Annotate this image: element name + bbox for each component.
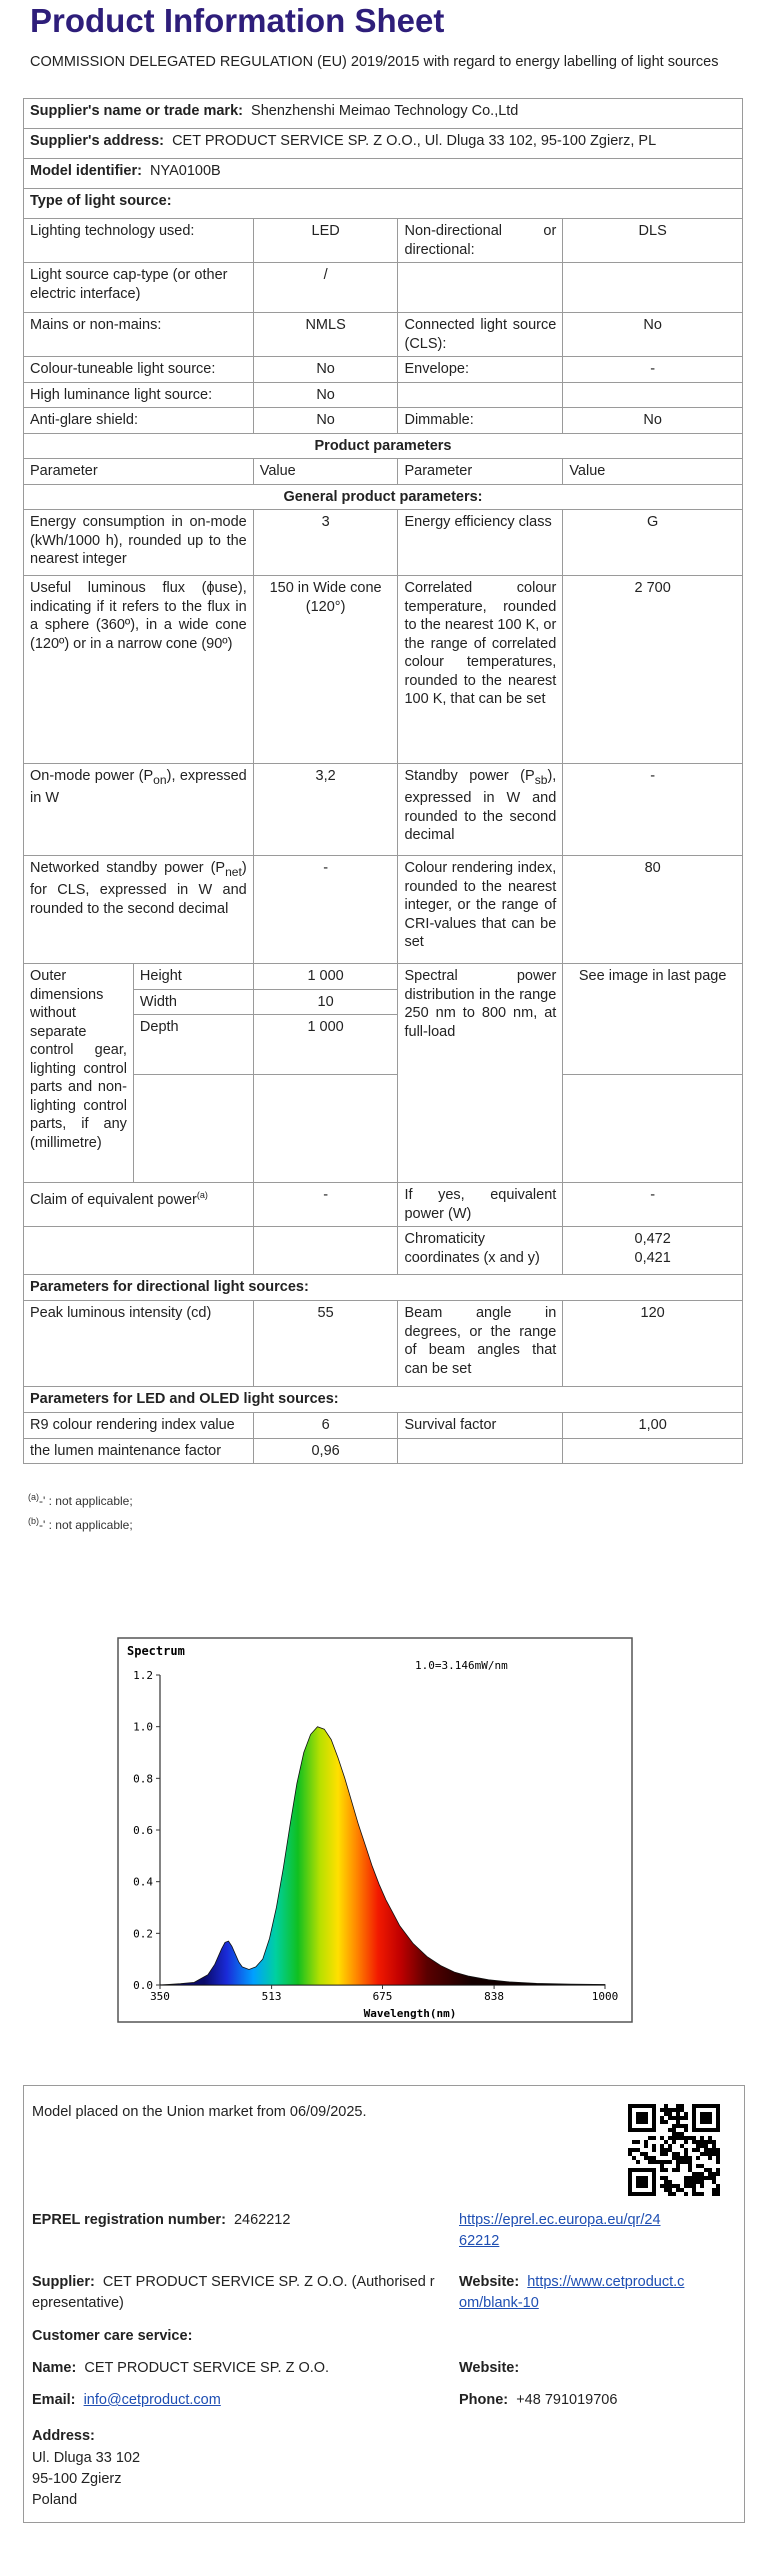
y-tick-label: 0.0 (133, 1979, 153, 1992)
y-tick-label: 0.8 (133, 1772, 153, 1786)
x-tick-label: 1000 (591, 1990, 619, 2003)
lighting-tech-row (24, 219, 743, 263)
height-label: Height (133, 964, 253, 990)
colour-tune-value: No (253, 357, 398, 383)
cap-type-label: Light source cap-type (or other electric interface) (24, 263, 254, 313)
address-line-2: 95-100 Zgierz (32, 2471, 122, 2487)
param-header-1: Parameter (24, 459, 254, 485)
equiv-power-value: - (563, 1183, 743, 1227)
cls-value: No (563, 313, 743, 357)
standby-label: Standby power $(P_{sb})$, expressed in W and rounded to the second decimal (398, 764, 563, 856)
high-lum-value: No (253, 382, 398, 408)
spectrum-chart (115, 1635, 635, 2025)
x-tick-label: 838 (484, 1990, 505, 2003)
equiv-row (24, 1183, 743, 1227)
spectral-value: See image in last page (563, 964, 743, 1075)
flux-row (24, 576, 743, 764)
efficiency-class-label: Energy efficiency class (398, 510, 563, 576)
mains-value: NMLS (253, 313, 398, 357)
cls-label: Connected light source (CLS): (398, 313, 563, 357)
survival-label: Survival factor (398, 1413, 563, 1439)
cri-value: 80 (563, 856, 743, 964)
peak-intensity-value: 55 (253, 1301, 398, 1387)
peak-intensity-row (24, 1301, 743, 1387)
colour-tune-row (24, 357, 743, 383)
anti-glare-label: Anti-glare shield: (24, 408, 254, 434)
care-website-label: Website: (459, 2360, 520, 2376)
lighting-tech-label: Lighting technology used: (24, 219, 254, 263)
care-heading: Customer care service: (32, 2328, 193, 2344)
lumen-maint-value: 0,96 (253, 1438, 398, 1464)
envelope-value: - (563, 357, 743, 383)
high-lum-label: High luminance light source: (24, 382, 254, 408)
standby-value: - (563, 764, 743, 856)
survival-value: 1,00 (563, 1413, 743, 1439)
cri-label: Colour rendering index, rounded to the nearest integer, or the range of CRI-values that can be set (398, 856, 563, 964)
lumen-maint-label: the lumen maintenance factor (24, 1438, 254, 1464)
r9-label: R9 colour rendering index value (24, 1413, 254, 1439)
eprel-link[interactable]: https://eprel.ec.europa.eu/qr/24 62212 (459, 2212, 661, 2249)
mains-label: Mains or non-mains: (24, 313, 254, 357)
address-line-3: Poland (32, 2492, 78, 2508)
y-tick-label: 0.4 (133, 1875, 153, 1889)
cap-type-row (24, 263, 743, 313)
chromaticity-value: 0,472 0,421 (563, 1227, 743, 1275)
product-info-table (23, 98, 743, 1464)
type-heading: Type of light source: (24, 189, 743, 219)
x-tick-label: 350 (150, 1990, 170, 2003)
eprel-value: 2462212 (233, 2212, 291, 2228)
anti-glare-row (24, 408, 743, 434)
equiv-label: Claim of equivalent power$^{(a)}$ (24, 1183, 254, 1227)
eprel-line: EPREL registration number: 2462212 (32, 2212, 291, 2228)
r9-value: 6 (253, 1413, 398, 1439)
supplier-address-label: Supplier's address: (30, 133, 164, 149)
supplier-address-value: CET PRODUCT SERVICE SP. Z O.O., Ul. Dluga 33 102, 95-100 Zgierz, PL (172, 133, 657, 149)
flux-label: Useful luminous flux (ɸuse), indicating if it refers to the flux in a sphere (360º), in a wide cone (120º) or in a narrow cone (90º) (24, 576, 254, 764)
anti-glare-value: No (253, 408, 398, 434)
address-label: Address: (32, 2428, 95, 2444)
led-heading: Parameters for LED and OLED light sources: (24, 1387, 743, 1413)
mains-row (24, 313, 743, 357)
energy-value: 3 (253, 510, 398, 576)
general-heading: General product parameters: (24, 484, 743, 510)
regulation-subtitle: COMMISSION DELEGATED REGULATION (EU) 2019/2015 with regard to energy labelling of light sources (30, 54, 719, 70)
care-email: Email: info@cetproduct.com (32, 2392, 221, 2408)
y-tick-label: 1.2 (133, 1669, 153, 1682)
param-header-2: Value (253, 459, 398, 485)
high-lum-row (24, 382, 743, 408)
market-date: Model placed on the Union market from 06/09/2025. (32, 2104, 367, 2120)
equiv-value: - (253, 1183, 398, 1227)
beam-angle-value: 120 (563, 1301, 743, 1387)
page-title: Product Information Sheet (30, 2, 445, 39)
depth-value: 1 000 (253, 1015, 398, 1075)
y-tick-label: 0.6 (133, 1824, 153, 1837)
height-value: 1 000 (253, 964, 398, 990)
x-axis-label: Wavelength(nm) (363, 2007, 457, 2020)
chart-annotation: 1.0=3.146mW/nm (415, 1659, 508, 1672)
cap-type-value: / (253, 263, 398, 313)
peak-intensity-label: Peak luminous intensity (cd) (24, 1301, 254, 1387)
on-power-row (24, 764, 743, 856)
qr-code-icon (628, 2104, 720, 2196)
energy-label: Energy consumption in on-mode (kWh/1000 h), rounded up to the nearest integer (24, 510, 254, 576)
net-standby-label: Networked standby power $(P_{net})$ for CLS, expressed in W and rounded to the second decimal (24, 856, 254, 964)
cct-label: Correlated colour temperature, rounded to the nearest 100 K, or the range of correlated colour temperatures, rounded to the nearest 100 K, that can be set (398, 576, 563, 764)
chromaticity-label: Chromaticity coordinates (x and y) (398, 1227, 563, 1275)
beam-angle-label: Beam angle in degrees, or the range of beam angles that can be set (398, 1301, 563, 1387)
equiv-power-label: If yes, equivalent power (W) (398, 1183, 563, 1227)
on-power-label: On-mode power $(P_{on})$, expressed in W (24, 764, 254, 856)
dimensions-label: Outer dimensions without separate control gear, lighting control parts and non-lighting control parts, if any (millimetre) (24, 964, 134, 1183)
supplier-info: Supplier: CET PRODUCT SERVICE SP. Z O.O. (Authorised r epresentative) (32, 2274, 435, 2311)
width-value: 10 (253, 989, 398, 1015)
net-standby-value: - (253, 856, 398, 964)
envelope-label: Envelope: (398, 357, 563, 383)
cct-value: 2 700 (563, 576, 743, 764)
x-tick-label: 675 (372, 1990, 393, 2003)
lumen-maint-row (24, 1438, 743, 1464)
model-label: Model identifier: (30, 163, 142, 179)
note-a: $^{(a)}$-' : not applicable; (28, 1492, 133, 1508)
spectrum-svg (115, 1635, 635, 2025)
supplier-address-row (24, 129, 743, 159)
address-line-1: Ul. Dluga 33 102 (32, 2450, 141, 2466)
lighting-tech-value: LED (253, 219, 398, 263)
note-b: $^{(b)}$-' : not applicable; (28, 1516, 133, 1532)
width-label: Width (133, 989, 253, 1015)
colour-tune-label: Colour-tuneable light source: (24, 357, 254, 383)
directional-value: DLS (563, 219, 743, 263)
supplier-value: Shenzhenshi Meimao Technology Co.,Ltd (251, 103, 519, 119)
y-tick-label: 0.2 (133, 1927, 153, 1941)
y-tick-label: 1.0 (133, 1720, 153, 1734)
model-value: NYA0100B (150, 163, 221, 179)
supplier-label: Supplier's name or trade mark: (30, 103, 243, 119)
dimensions-row (24, 964, 743, 990)
depth-label: Depth (133, 1015, 253, 1075)
website-link[interactable]: https://www.cetproduct.c (527, 2274, 685, 2290)
directional-heading: Parameters for directional light sources: (24, 1275, 743, 1301)
param-header-row (24, 459, 743, 485)
product-params-heading: Product parameters (24, 433, 743, 459)
dimmable-value: No (563, 408, 743, 434)
website-info: Website: https://www.cetproduct.c om/blank-10 (459, 2274, 685, 2311)
param-header-3: Parameter (398, 459, 563, 485)
x-tick-label: 513 (261, 1990, 282, 2003)
supplier-row (24, 99, 743, 129)
info-panel (23, 2085, 745, 2523)
energy-row (24, 510, 743, 576)
flux-value: 150 in Wide cone (120°) (253, 576, 398, 764)
care-name: Name: CET PRODUCT SERVICE SP. Z O.O. (32, 2360, 330, 2376)
email-link[interactable]: info@cetproduct.com (83, 2392, 221, 2408)
chromaticity-row (24, 1227, 743, 1275)
care-phone: Phone: +48 791019706 (459, 2392, 618, 2408)
model-row (24, 159, 743, 189)
spectral-label: Spectral power distribution in the range 250 nm to 800 nm, at full-load (398, 964, 563, 1183)
r9-row (24, 1413, 743, 1439)
on-power-value: 3,2 (253, 764, 398, 856)
dimmable-label: Dimmable: (398, 408, 563, 434)
chart-title: Spectrum (127, 1644, 185, 1658)
param-header-4: Value (563, 459, 743, 485)
net-standby-row (24, 856, 743, 964)
directional-label: Non-directional or directional: (398, 219, 563, 263)
efficiency-class-value: G (563, 510, 743, 576)
